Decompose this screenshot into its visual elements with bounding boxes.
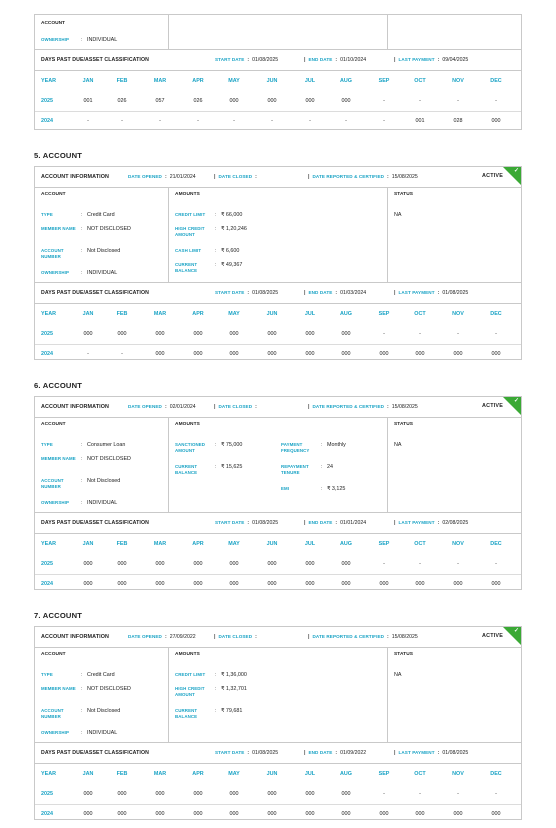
dpd-value-cell: 000 [155,561,165,567]
dpd-value-cell: 000 [341,791,351,797]
dpd-value-cell: 000 [117,791,127,797]
dpd-value-cell: - [87,118,89,124]
dpd-value-cell: 000 [379,811,389,817]
dpd-value-cell: MAY [228,78,240,84]
start-date: 01/08/2025 [252,57,279,63]
dpd-value-cell: JAN [82,771,94,777]
account-heading: ACCOUNT [41,192,66,197]
ownership-field: OWNERSHIP : INDIVIDUAL [41,37,118,43]
dpd-value-cell: MAR [153,78,167,84]
dpd-value-cell: - [87,351,89,357]
dpd-value-cell: 000 [155,811,165,817]
dpd-grid [35,534,521,593]
dpd-value-cell: 000 [267,351,277,357]
dpd-value-cell: - [383,118,385,124]
dpd-value-cell: SEP [378,311,390,317]
dpd-value-cell: 000 [341,351,351,357]
account-number-field: ACCOUNT NUMBER : Not Disclosed [41,248,121,259]
dpd-value-cell: 026 [193,98,203,104]
section-title: 5. ACCOUNT [34,151,83,160]
dpd-grid [35,71,521,130]
dpd-value-cell: 000 [267,561,277,567]
dpd-value-cell: JUL [304,311,316,317]
dpd-value-cell: - [419,561,421,567]
dpd-value-cell: 000 [305,331,315,337]
dpd-value-cell: 000 [117,561,127,567]
dpd-value-cell: 000 [117,581,127,587]
dpd-value-cell: 000 [491,118,501,124]
dpd-value-cell: JAN [82,78,94,84]
dpd-value-cell: 026 [117,98,127,104]
dpd-value-cell: - [197,118,199,124]
dpd-header: DAYS PAST DUE/ASSET CLASSIFICATION START DATE : 01/08/2025 | END DATE : 01/09/2022 | LAST PAYMENT : 01/08/2025 [35,743,521,764]
dpd-month-header [35,71,521,91]
dpd-year-cell: YEAR [41,311,56,317]
dpd-value-cell: 000 [193,811,203,817]
dpd-value-cell: MAR [153,541,167,547]
credit-limit-field: CREDIT LIMIT : ₹ 1,36,000 [175,672,247,678]
dpd-value-cell: JUN [266,311,278,317]
dpd-value-cell: - [457,98,459,104]
dpd-value-cell: NOV [452,78,464,84]
dpd-value-cell: - [159,118,161,124]
active-status-badge: ACTIVE ✓ [481,167,521,187]
dpd-value-cell: 000 [305,561,315,567]
dpd-value-cell: 000 [267,331,277,337]
status-value: NA [394,212,402,218]
dpd-value-cell: - [121,351,123,357]
dpd-value-cell: 000 [453,811,463,817]
member-name-field: MEMBER NAME : NOT DISCLOSED [41,686,131,692]
dpd-header: DAYS PAST DUE/ASSET CLASSIFICATION START DATE : 01/08/2025 | END DATE : 01/03/2024 | LAST PAYMENT : 01/08/2025 [35,283,521,304]
dpd-value-cell: 000 [193,331,203,337]
dpd-value-cell: 000 [229,561,239,567]
dpd-value-cell: DEC [490,771,502,777]
date-reported: 15/08/2025 [391,174,418,180]
dpd-value-cell: - [495,331,497,337]
dpd-value-cell: - [457,331,459,337]
dpd-value-cell: MAR [153,771,167,777]
dpd-value-cell: 000 [229,581,239,587]
dpd-year-cell: 2025 [41,98,53,104]
dpd-value-cell: SEP [378,771,390,777]
dpd-year-row [35,91,521,112]
dpd-month-header [35,304,521,324]
dpd-value-cell: APR [192,541,204,547]
dpd-year-row [35,111,521,131]
dpd-value-cell: SEP [378,541,390,547]
dpd-value-cell: 001 [83,98,93,104]
dpd-value-cell: OCT [414,311,426,317]
dpd-value-cell: SEP [378,78,390,84]
dpd-value-cell: 000 [83,791,93,797]
dpd-value-cell: 000 [229,98,239,104]
dpd-value-cell: 028 [453,118,463,124]
dpd-year-row [35,804,521,824]
dpd-value-cell: - [419,791,421,797]
dpd-value-cell: 000 [83,581,93,587]
dpd-value-cell: 000 [229,331,239,337]
dpd-value-cell: APR [192,771,204,777]
dpd-value-cell: 000 [267,98,277,104]
dpd-value-cell: JAN [82,541,94,547]
dpd-value-cell: FEB [116,541,128,547]
dpd-value-cell: 000 [267,811,277,817]
member-name-field: MEMBER NAME : NOT DISCLOSED [41,226,131,232]
dpd-value-cell: 000 [229,811,239,817]
dpd-value-cell: - [457,791,459,797]
current-balance-field: CURRENT BALANCE : ₹ 15,625 [175,464,243,475]
dpd-value-cell: 000 [491,811,501,817]
dpd-value-cell: 000 [341,98,351,104]
dpd-value-cell: - [495,791,497,797]
dpd-value-cell: 000 [379,581,389,587]
repayment-tenure-field: REPAYMENT TENURE : 24 [281,464,333,475]
dpd-value-cell: 000 [155,351,165,357]
dpd-value-cell: FEB [116,771,128,777]
dpd-value-cell: 000 [155,581,165,587]
dpd-value-cell: 000 [415,351,425,357]
account-info-row: ACCOUNT INFORMATION DATE OPENED : 27/09/2022 | DATE CLOSED : | DATE REPORTED & CERTIFIED : 15/08/2025 ACTIVE ✓ [35,627,521,648]
type-field: TYPE : Credit Card [41,212,115,218]
dpd-year-row [35,554,521,575]
dpd-value-cell: - [345,118,347,124]
dpd-value-cell: 001 [415,118,425,124]
date-opened: 21/01/2024 [169,174,196,180]
dpd-value-cell: 000 [305,98,315,104]
dpd-value-cell: 000 [379,351,389,357]
dpd-value-cell: 000 [415,581,425,587]
dpd-value-cell: 000 [491,351,501,357]
payment-frequency-field: PAYMENT FREQUENCY : Monthly [281,442,346,453]
dpd-year-cell: 2024 [41,811,53,817]
dpd-value-cell: 000 [267,791,277,797]
dpd-value-cell: NOV [452,311,464,317]
dpd-year-cell: YEAR [41,78,56,84]
dpd-value-cell: MAY [228,541,240,547]
type-field: TYPE : Credit Card [41,672,115,678]
dpd-value-cell: 000 [193,581,203,587]
dpd-value-cell: - [457,561,459,567]
dpd-value-cell: NOV [452,771,464,777]
dpd-year-cell: 2025 [41,331,53,337]
dpd-value-cell: DEC [490,311,502,317]
status-heading: STATUS [394,192,414,197]
dpd-value-cell: 000 [229,791,239,797]
account-heading: ACCOUNT [41,21,65,26]
dpd-value-cell: 000 [117,331,127,337]
dpd-value-cell: - [419,331,421,337]
cash-limit-field: CASH LIMIT : ₹ 6,600 [175,248,240,254]
dpd-value-cell: 000 [341,811,351,817]
dpd-value-cell: 000 [305,791,315,797]
dpd-value-cell: 000 [491,581,501,587]
dpd-value-cell: 000 [193,561,203,567]
dpd-value-cell: 057 [155,98,165,104]
dpd-header: DAYS PAST DUE/ASSET CLASSIFICATION START DATE : 01/08/2025 | END DATE : 01/10/2024 | LAST PAYMENT : 09/04/2025 [35,50,521,71]
section-title: 7. ACCOUNT [34,611,83,620]
dpd-value-cell: 000 [305,581,315,587]
dpd-value-cell: DEC [490,541,502,547]
dpd-year-row [35,344,521,364]
current-balance-field: CURRENT BALANCE : ₹ 79,681 [175,708,243,719]
dpd-month-header [35,534,521,554]
dpd-value-cell: JUN [266,78,278,84]
dpd-value-cell: 000 [305,351,315,357]
dpd-month-header [35,764,521,784]
dpd-value-cell: - [233,118,235,124]
dpd-value-cell: - [383,561,385,567]
account-info-row: ACCOUNT INFORMATION DATE OPENED : 02/01/2024 | DATE CLOSED : | DATE REPORTED & CERTIFIED : 15/08/2025 ACTIVE ✓ [35,397,521,418]
dpd-year-cell: 2025 [41,791,53,797]
dpd-value-cell: AUG [340,541,352,547]
current-balance-field: CURRENT BALANCE : ₹ 49,367 [175,262,243,273]
sanctioned-amount-field: SANCTIONED AMOUNT : ₹ 75,000 [175,442,243,453]
check-icon: ✓ [513,398,519,404]
last-payment: 09/04/2025 [442,57,469,63]
dpd-header: DAYS PAST DUE/ASSET CLASSIFICATION START DATE : 01/08/2025 | END DATE : 01/01/2024 | LAST PAYMENT : 02/08/2025 [35,513,521,534]
dpd-value-cell: 000 [453,351,463,357]
dpd-value-cell: - [495,98,497,104]
dpd-year-row [35,784,521,805]
status-value: NA [394,442,402,448]
dpd-value-cell: 000 [193,351,203,357]
dpd-value-cell: MAY [228,771,240,777]
dpd-value-cell: AUG [340,771,352,777]
check-icon: ✓ [513,168,519,174]
dpd-value-cell: DEC [490,78,502,84]
dpd-value-cell: - [383,331,385,337]
member-name-field: MEMBER NAME : NOT DISCLOSED [41,456,131,462]
dpd-value-cell: 000 [83,561,93,567]
dpd-grid [35,304,521,363]
account-7-card: ACCOUNT INFORMATION DATE OPENED : 27/09/2022 | DATE CLOSED : | DATE REPORTED & CERTIFIED : 15/08/2025 ACTIVE ✓ ACCOUNT TYPE : Credit Card MEMBER NAME : NOT DISCLOSED ACCOUNT NUMBER : Not Disclosed OWNERSHIP : INDIVIDUAL AMOUNTS CREDIT LIMIT : ₹ 1,36,000 HIGH CREDIT AMOUNT : ₹ 1,32,701 CURRENT BALANCE : ₹ 79,681 STATUS NA DAYS PAST DUE/ASSET CLASSIFICATION START DATE : 01/08/2025 | END DATE : 01/09/2022 | LAST PAYMENT : 01/08/2025 YEAR JAN FEB MAR APR MAY JUN JUL AUG SEP OCT NOV DEC 2025 000 000 000 000 000 000 000 000 - - - - 2024 000 000 000 000 000 000 000 000 000 000 000 000 [34,626,522,820]
dpd-year-row [35,324,521,345]
dpd-value-cell: MAR [153,311,167,317]
dpd-year-cell: YEAR [41,771,56,777]
dpd-value-cell: - [271,118,273,124]
account-6-card: ACCOUNT INFORMATION DATE OPENED : 02/01/2024 | DATE CLOSED : | DATE REPORTED & CERTIFIED : 15/08/2025 ACTIVE ✓ ACCOUNT TYPE : Consumer Loan MEMBER NAME : NOT DISCLOSED ACCOUNT NUMBER : Not Disclosed OWNERSHIP : INDIVIDUAL AMOUNTS SANCTIONED AMOUNT : ₹ 75,000 CURRENT BALANCE : ₹ 15,625 PAYMENT FREQUENCY : Monthly REPAYMENT TENURE : 24 EMI : ₹ 3,125 STATUS NA DAYS PAST DUE/ASSET CLASSIFICATION START DATE : 01/08/2025 | END DATE : 01/01/2024 | LAST PAYMENT : 02/08/2025 YEAR JAN FEB MAR APR MAY JUN JUL AUG SEP OCT NOV DEC 2025 000 000 000 000 000 000 000 000 - - - - 2024 000 000 000 000 000 000 000 000 000 000 000 000 [34,396,522,590]
dpd-value-cell: 000 [155,791,165,797]
ownership-field: OWNERSHIP : INDIVIDUAL [41,270,118,276]
end-date: 01/10/2024 [340,57,367,63]
dpd-year-row [35,574,521,594]
dpd-value-cell: - [383,98,385,104]
dpd-value-cell: JAN [82,311,94,317]
dpd-value-cell: - [495,561,497,567]
high-credit-field: HIGH CREDIT AMOUNT : ₹ 1,32,701 [175,686,247,697]
dpd-value-cell: 000 [305,811,315,817]
dpd-value-cell: - [309,118,311,124]
dpd-value-cell: 000 [341,561,351,567]
dpd-value-cell: JUL [304,78,316,84]
type-field: TYPE : Consumer Loan [41,442,126,448]
dpd-value-cell: APR [192,78,204,84]
dpd-value-cell: 000 [267,581,277,587]
dpd-value-cell: OCT [414,541,426,547]
account-number-field: ACCOUNT NUMBER : Not Disclosed [41,708,121,719]
active-status-badge: ACTIVE ✓ [481,627,521,647]
dpd-value-cell: NOV [452,541,464,547]
dpd-year-cell: 2024 [41,581,53,587]
dpd-value-cell: 000 [117,811,127,817]
dpd-value-cell: 000 [193,791,203,797]
account-info-row: ACCOUNT INFORMATION DATE OPENED : 21/01/2024 | DATE CLOSED : | DATE REPORTED & CERTIFIED : 15/08/2025 ACTIVE ✓ [35,167,521,188]
dpd-value-cell: 000 [83,331,93,337]
ownership-field: OWNERSHIP : INDIVIDUAL [41,500,118,506]
status-value: NA [394,672,402,678]
dpd-value-cell: MAY [228,311,240,317]
dpd-value-cell: OCT [414,771,426,777]
dpd-value-cell: APR [192,311,204,317]
account-number-field: ACCOUNT NUMBER : Not Disclosed [41,478,121,489]
dpd-year-cell: 2025 [41,561,53,567]
dpd-value-cell: JUL [304,541,316,547]
dpd-value-cell: 000 [341,331,351,337]
dpd-value-cell: 000 [415,811,425,817]
dpd-value-cell: 000 [453,581,463,587]
dpd-value-cell: AUG [340,78,352,84]
dpd-value-cell: FEB [116,311,128,317]
dpd-value-cell: 000 [83,811,93,817]
dpd-value-cell: 000 [341,581,351,587]
section-title: 6. ACCOUNT [34,381,83,390]
amounts-heading: AMOUNTS [175,192,200,197]
high-credit-field: HIGH CREDIT AMOUNT : ₹ 1,20,246 [175,226,247,237]
dpd-value-cell: - [383,791,385,797]
dpd-year-cell: 2024 [41,351,53,357]
check-icon: ✓ [513,628,519,634]
emi-field: EMI : ₹ 3,125 [281,486,346,492]
dpd-value-cell: - [419,98,421,104]
account-4-card [34,14,522,130]
dpd-value-cell: JUN [266,771,278,777]
dpd-value-cell: AUG [340,311,352,317]
dpd-year-cell: 2024 [41,118,53,124]
credit-limit-field: CREDIT LIMIT : ₹ 66,000 [175,212,243,218]
dpd-grid [35,764,521,823]
account-5-card [34,166,522,360]
ownership-field: OWNERSHIP : INDIVIDUAL [41,730,118,736]
dpd-value-cell: FEB [116,78,128,84]
active-status-badge: ACTIVE ✓ [481,397,521,417]
dpd-value-cell: JUL [304,771,316,777]
dpd-value-cell: JUN [266,541,278,547]
dpd-value-cell: 000 [155,331,165,337]
dpd-year-cell: YEAR [41,541,56,547]
dpd-value-cell: 000 [229,351,239,357]
dpd-value-cell: OCT [414,78,426,84]
dpd-value-cell: - [121,118,123,124]
